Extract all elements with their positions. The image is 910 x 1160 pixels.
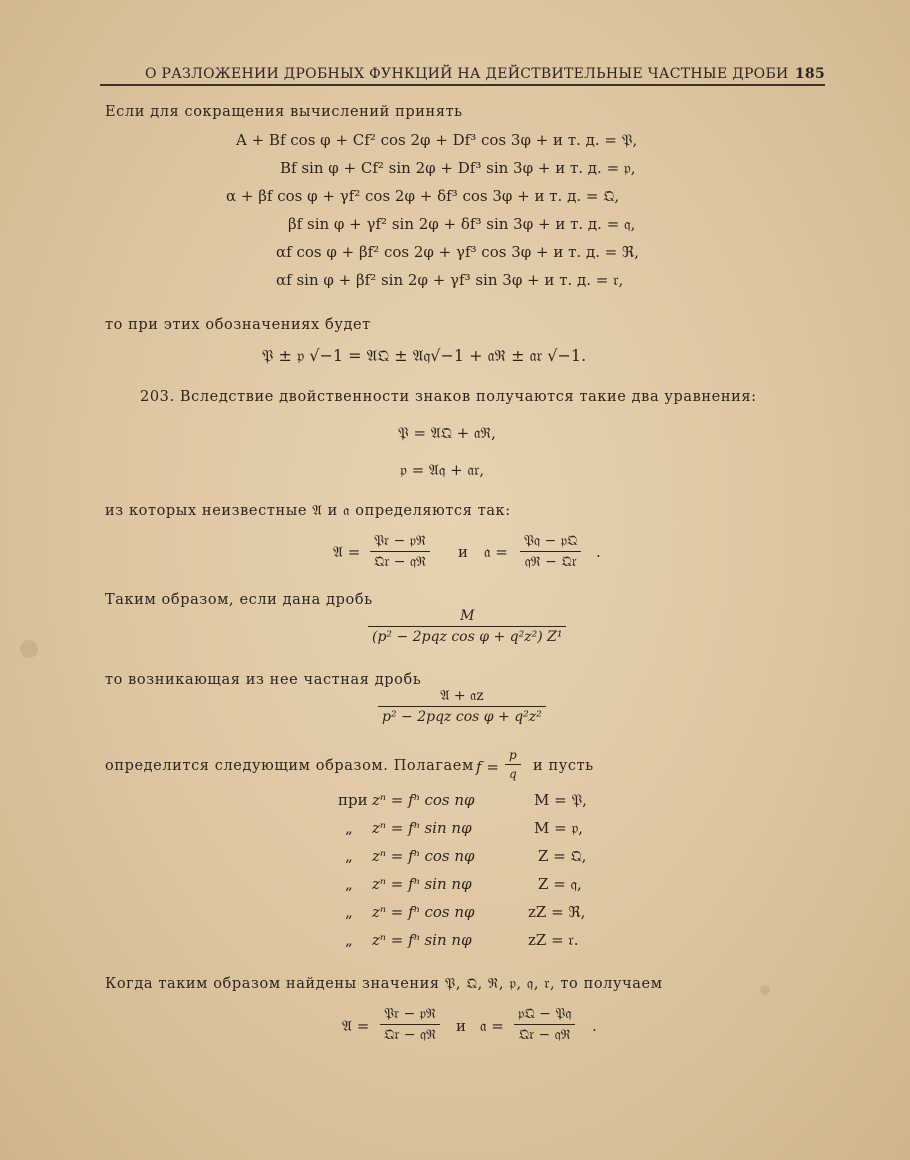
solution-1-fraction-a (370, 533, 430, 570)
case-prefix: „ (345, 819, 353, 837)
solution-2-fraction-alpha (514, 1006, 575, 1043)
definition-line-4: βf sin φ + γf² sin 2φ + δf³ sin 3φ + и т. д. = 𝔮, (288, 215, 636, 233)
case-lhs: zⁿ = fⁿ sin nφ (372, 819, 472, 837)
given-fraction (368, 608, 566, 645)
unknowns-text: из которых неизвестные 𝔄 и 𝔞 определяются так: (105, 503, 511, 519)
case-prefix: при (338, 791, 368, 809)
section-203-text: 203. Вследствие двойственности знаков получаются такие два уравнения: (140, 389, 757, 405)
partial-fraction (378, 688, 546, 725)
solution-2-lhs-a: 𝔄 = (342, 1017, 370, 1035)
page-number: 185 (794, 66, 825, 82)
paper-stain (20, 640, 38, 658)
case-lhs: zⁿ = fⁿ cos nφ (372, 847, 475, 865)
conjunction: и (456, 1017, 466, 1035)
running-title: О РАЗЛОЖЕНИИ ДРОБНЫХ ФУНКЦИЙ НА ДЕЙСТВИТЕЛЬНЫЕ ЧАСТНЫЕ ДРОБИ (145, 66, 789, 82)
numerator: M (368, 608, 566, 627)
solution-1-lhs-a: 𝔄 = (333, 543, 361, 561)
period: . (596, 543, 601, 561)
found-text: Когда таким образом найдены значения 𝔓, 𝔔, ℜ, 𝔭, 𝔮, 𝔯, то получаем (105, 976, 663, 992)
period: . (592, 1017, 597, 1035)
p-over-q-fraction (505, 748, 521, 781)
denominator: (p² − 2pqz cos φ + q²z²) Z¹ (372, 629, 563, 645)
case-prefix: „ (345, 875, 353, 893)
case-lhs: zⁿ = fⁿ cos nφ (372, 903, 475, 921)
solution-1-fraction-alpha (520, 533, 581, 570)
numerator: 𝔄 + 𝔞z (378, 688, 546, 707)
case-rhs: Z = 𝔔, (538, 847, 587, 865)
case-rhs: zZ = ℜ, (528, 903, 586, 921)
determined-text-end: и пусть (533, 758, 594, 774)
numerator: 𝔭𝔔 − 𝔓𝔮 (514, 1006, 575, 1025)
solution-1-lhs-alpha: 𝔞 = (484, 543, 508, 561)
numerator: 𝔓𝔯 − 𝔭ℜ (380, 1006, 440, 1025)
numerator: p (505, 748, 521, 765)
intro-text: Если для сокращения вычислений принять (105, 104, 463, 120)
main-equation: 𝔓 ± 𝔭 √−1 = 𝔄𝔔 ± 𝔄𝔮√−1 + 𝔞ℜ ± 𝔞𝔯 √−1. (262, 346, 587, 365)
definition-line-1: A + Bf cos φ + Cf² cos 2φ + Df³ cos 3φ + и т. д. = 𝔓, (236, 131, 638, 149)
case-rhs: zZ = 𝔯. (528, 931, 579, 949)
header-rule (100, 84, 825, 86)
case-lhs: zⁿ = fⁿ sin nφ (372, 931, 472, 949)
denominator: 𝔔𝔯 − 𝔮ℜ (518, 1027, 571, 1043)
paper-stain (760, 985, 770, 995)
case-rhs: M = 𝔭, (534, 819, 584, 837)
denominator: 𝔔𝔯 − 𝔮ℜ (384, 1027, 437, 1043)
definition-line-2: Bf sin φ + Cf² sin 2φ + Df³ sin 3φ + и т. д. = 𝔭, (280, 159, 636, 177)
definition-line-6: αf sin φ + βf² sin 2φ + γf³ sin 3φ + и т. д. = 𝔯, (276, 271, 624, 289)
definition-line-3: α + βf cos φ + γf² cos 2φ + δf³ cos 3φ + и т. д. = 𝔔, (226, 187, 620, 205)
solution-2-fraction-a (380, 1006, 440, 1043)
case-prefix: „ (345, 903, 353, 921)
given-text: Таким образом, если дана дробь (105, 592, 373, 608)
case-lhs: zⁿ = fⁿ cos nφ (372, 791, 475, 809)
conjunction: и (458, 543, 468, 561)
case-prefix: „ (345, 847, 353, 865)
definition-line-5: αf cos φ + βf² cos 2φ + γf³ cos 3φ + и т. д. = ℜ, (276, 243, 640, 261)
numerator: 𝔓𝔯 − 𝔭ℜ (370, 533, 430, 552)
denominator: q (509, 767, 517, 781)
denominator: 𝔮ℜ − 𝔔𝔯 (524, 554, 577, 570)
determined-text: определится следующим образом. Полагаем (105, 758, 474, 774)
equation-2: 𝔭 = 𝔄𝔮 + 𝔞𝔯, (400, 461, 485, 479)
solution-2-lhs-alpha: 𝔞 = (480, 1017, 504, 1035)
case-rhs: Z = 𝔮, (538, 875, 582, 893)
then-text: то при этих обозначениях будет (105, 317, 371, 333)
case-rhs: M = 𝔓, (534, 791, 587, 809)
denominator: p² − 2pqz cos φ + q²z² (382, 709, 542, 725)
arising-text: то возникающая из нее частная дробь (105, 672, 422, 688)
running-header (145, 56, 825, 82)
numerator: 𝔓𝔮 − 𝔭𝔔 (520, 533, 581, 552)
denominator: 𝔔𝔯 − 𝔮ℜ (374, 554, 427, 570)
f-definition: f = (476, 758, 499, 776)
case-prefix: „ (345, 931, 353, 949)
equation-1: 𝔓 = 𝔄𝔔 + 𝔞ℜ, (398, 424, 496, 442)
case-lhs: zⁿ = fⁿ sin nφ (372, 875, 472, 893)
